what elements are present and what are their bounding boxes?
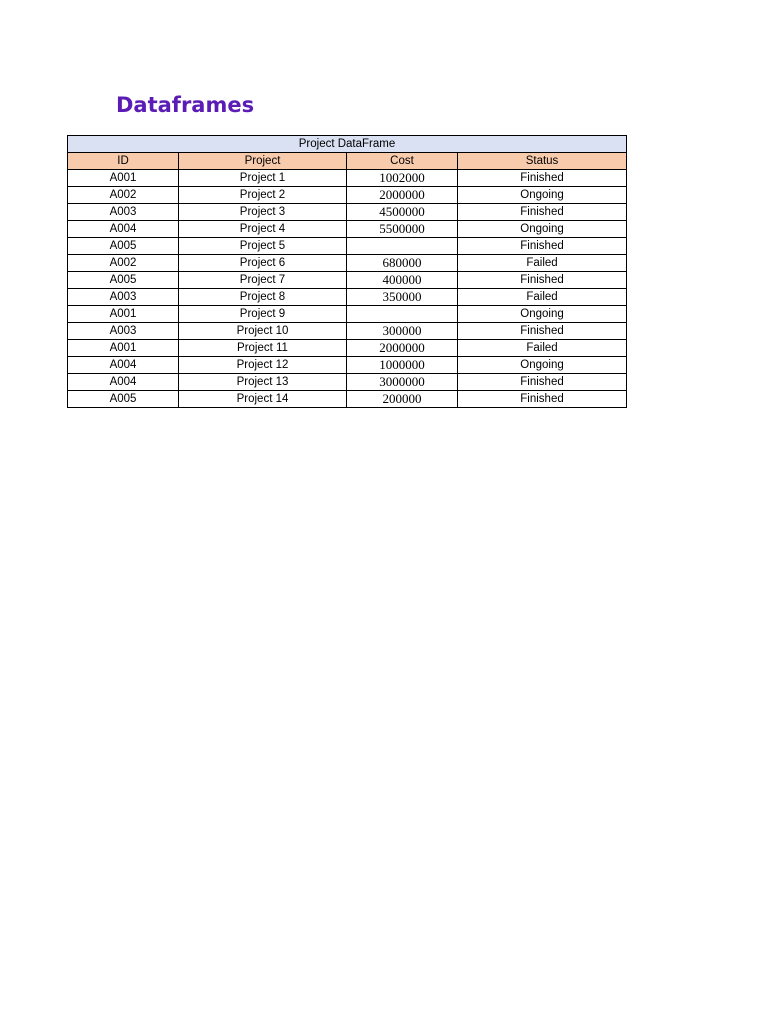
table-caption-row [68,136,627,153]
table-row [68,374,627,391]
cell-status: Finished [458,204,627,221]
table-row [68,255,627,272]
cell-project: Project 12 [179,357,347,374]
cell-status: Failed [458,255,627,272]
cell-cost: 300000 [347,323,458,340]
cell-status: Finished [458,238,627,255]
cell-project: Project 5 [179,238,347,255]
cell-id: A003 [68,289,179,306]
table-row [68,357,627,374]
cell-id: A003 [68,204,179,221]
table-header-row [68,153,627,170]
cell-cost: 350000 [347,289,458,306]
cell-status: Finished [458,391,627,408]
cell-project: Project 14 [179,391,347,408]
column-header-status: Status [458,153,627,170]
cell-status: Ongoing [458,221,627,238]
table-row [68,187,627,204]
cell-project: Project 8 [179,289,347,306]
cell-project: Project 4 [179,221,347,238]
project-dataframe-table [67,135,627,408]
cell-id: A005 [68,238,179,255]
cell-cost: 2000000 [347,340,458,357]
cell-project: Project 2 [179,187,347,204]
table-row [68,272,627,289]
cell-id: A005 [68,272,179,289]
cell-cost: 1002000 [347,170,458,187]
cell-cost: 2000000 [347,187,458,204]
cell-cost: 3000000 [347,374,458,391]
column-header-project: Project [179,153,347,170]
cell-id: A004 [68,221,179,238]
cell-id: A001 [68,170,179,187]
cell-status: Failed [458,340,627,357]
cell-status: Finished [458,323,627,340]
cell-id: A002 [68,187,179,204]
table-caption: Project DataFrame [68,136,627,153]
cell-project: Project 1 [179,170,347,187]
table-row [68,306,627,323]
cell-id: A001 [68,306,179,323]
table-row [68,170,627,187]
column-header-cost: Cost [347,153,458,170]
cell-cost: 1000000 [347,357,458,374]
table-row [68,340,627,357]
cell-project: Project 9 [179,306,347,323]
cell-project: Project 6 [179,255,347,272]
table-row [68,238,627,255]
cell-status: Ongoing [458,306,627,323]
cell-project: Project 3 [179,204,347,221]
table-row [68,323,627,340]
cell-project: Project 13 [179,374,347,391]
cell-cost: 5500000 [347,221,458,238]
cell-id: A001 [68,340,179,357]
cell-cost [347,238,458,255]
cell-cost: 400000 [347,272,458,289]
cell-project: Project 7 [179,272,347,289]
cell-status: Ongoing [458,187,627,204]
cell-cost: 200000 [347,391,458,408]
table-row [68,204,627,221]
cell-id: A005 [68,391,179,408]
cell-cost: 680000 [347,255,458,272]
cell-status: Finished [458,170,627,187]
table-row [68,289,627,306]
cell-id: A004 [68,357,179,374]
page-title: Dataframes [116,93,255,117]
cell-cost: 4500000 [347,204,458,221]
cell-status: Finished [458,374,627,391]
cell-project: Project 11 [179,340,347,357]
cell-project: Project 10 [179,323,347,340]
cell-cost [347,306,458,323]
cell-status: Ongoing [458,357,627,374]
table-row [68,221,627,238]
cell-status: Finished [458,272,627,289]
cell-status: Failed [458,289,627,306]
table-body [68,170,627,408]
cell-id: A003 [68,323,179,340]
cell-id: A002 [68,255,179,272]
cell-id: A004 [68,374,179,391]
table-row [68,391,627,408]
column-header-id: ID [68,153,179,170]
